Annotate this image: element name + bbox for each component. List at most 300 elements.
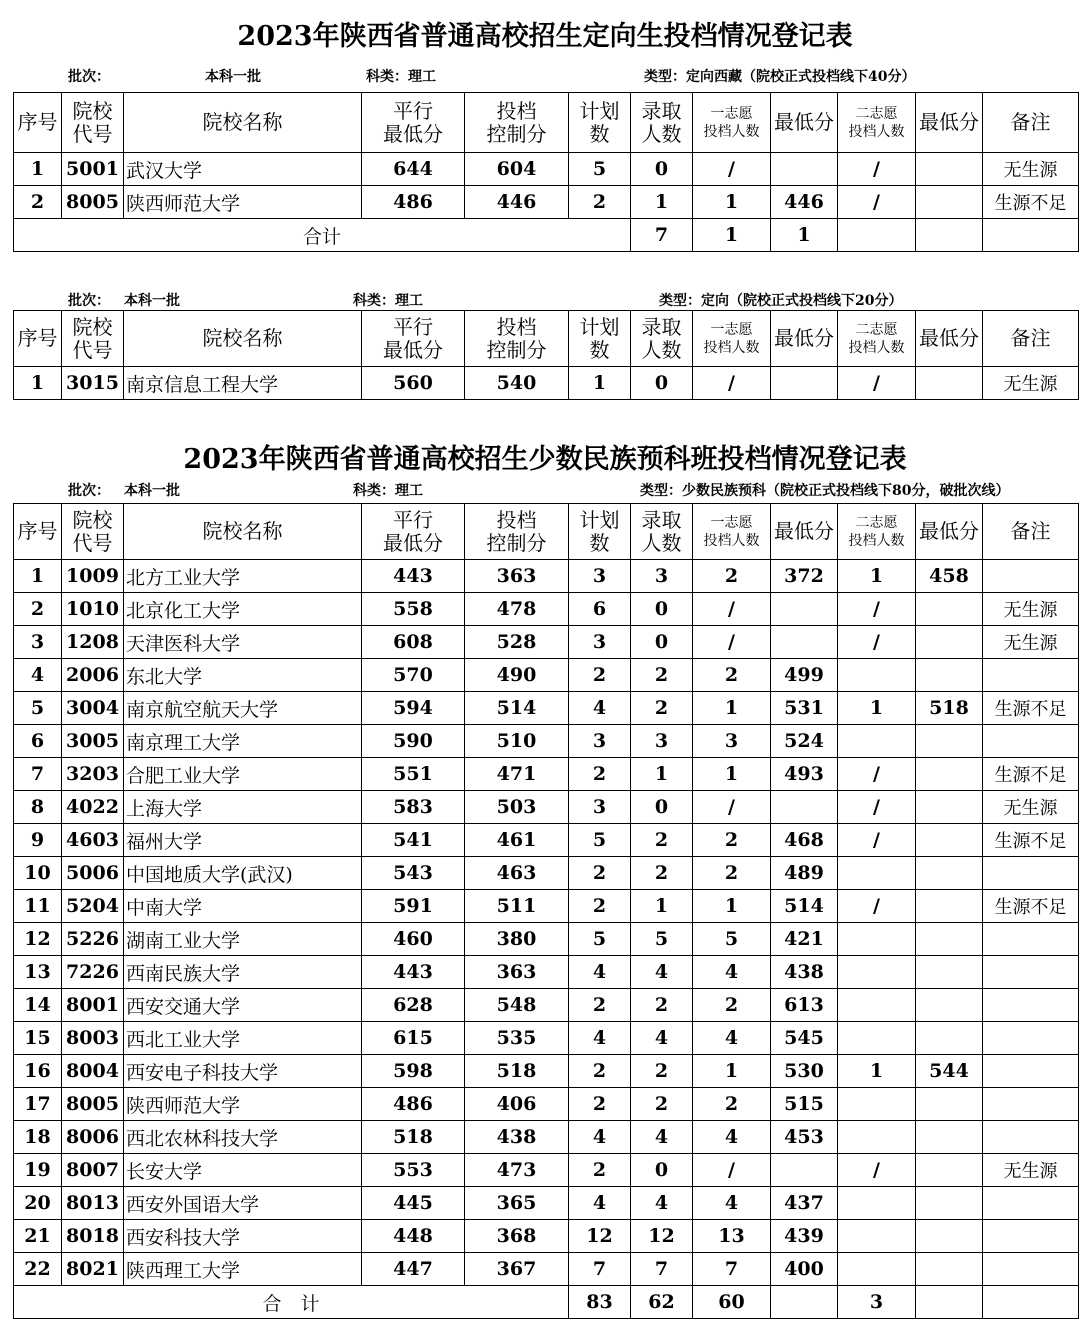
cell-first: 2 <box>693 989 771 1022</box>
table-row <box>14 791 1079 824</box>
cell-plan: 7 <box>569 1253 631 1286</box>
cell-min1 <box>771 153 838 186</box>
table1-subject: 科类：理工 <box>366 69 436 85</box>
cell-name: 南京航空航天大学 <box>124 692 362 725</box>
cell-admit: 1 <box>631 758 693 791</box>
cell-name: 中南大学 <box>124 890 362 923</box>
cell-plan: 4 <box>569 1187 631 1220</box>
header-pingxing-line1: 平行 <box>393 314 433 339</box>
cell-pingxing: 541 <box>362 824 465 857</box>
cell-first: 4 <box>693 956 771 989</box>
table-row <box>14 890 1079 923</box>
header-admit <box>631 311 693 367</box>
header-second-line1: 二志愿 <box>855 321 898 338</box>
cell-second <box>838 1253 916 1286</box>
table1-title: 2023年陕西省普通高校招生定向生投档情况登记表 <box>237 21 853 52</box>
cell-plan: 5 <box>569 153 631 186</box>
cell-min1: 545 <box>771 1022 838 1055</box>
cell-plan: 3 <box>569 626 631 659</box>
cell-first: / <box>693 153 771 186</box>
header-second-line2: 投档人数 <box>848 532 905 549</box>
cell-plan: 5 <box>569 824 631 857</box>
cell-second: / <box>838 367 916 400</box>
header-min1: 最低分 <box>771 504 838 560</box>
cell-no: 7 <box>14 758 62 791</box>
table-row <box>14 1187 1079 1220</box>
cell-min2 <box>916 890 983 923</box>
cell-min2 <box>916 1220 983 1253</box>
cell-plan: 4 <box>569 1022 631 1055</box>
table3 <box>13 503 1079 1319</box>
cell-note <box>983 1088 1079 1121</box>
header-plan-line1: 计划 <box>579 98 620 123</box>
cell-min2: 458 <box>916 560 983 593</box>
cell-min2 <box>916 593 983 626</box>
cell-second <box>838 956 916 989</box>
header-pingxing-line1: 平行 <box>393 98 433 123</box>
cell-min2 <box>916 824 983 857</box>
cell-pingxing: 560 <box>362 367 465 400</box>
cell-code: 8018 <box>62 1220 124 1253</box>
cell-first: 1 <box>693 890 771 923</box>
cell-min1: 493 <box>771 758 838 791</box>
table1-type: 类型：定向西藏（院校正式投档线下40分） <box>644 69 916 85</box>
cell-no: 16 <box>14 1055 62 1088</box>
header-toudang-line2: 控制分 <box>486 337 547 362</box>
cell-second: / <box>838 758 916 791</box>
cell-name: 福州大学 <box>124 824 362 857</box>
table-row <box>14 186 1079 219</box>
total-admit: 1 <box>693 219 771 252</box>
cell-no: 1 <box>14 153 62 186</box>
cell-no: 9 <box>14 824 62 857</box>
cell-note <box>983 989 1079 1022</box>
cell-admit: 0 <box>631 1154 693 1187</box>
table1-header-row <box>14 93 1079 153</box>
cell-code: 8007 <box>62 1154 124 1187</box>
header-first-line2: 投档人数 <box>703 123 760 140</box>
cell-admit: 0 <box>631 791 693 824</box>
cell-name: 长安大学 <box>124 1154 362 1187</box>
total-min2 <box>983 219 1079 252</box>
cell-plan: 4 <box>569 1121 631 1154</box>
cell-min1: 515 <box>771 1088 838 1121</box>
cell-note <box>983 725 1079 758</box>
cell-note <box>983 560 1079 593</box>
cell-note: 无生源 <box>983 153 1079 186</box>
total-plan: 83 <box>569 1286 631 1319</box>
header-code <box>62 311 124 367</box>
table-row <box>14 857 1079 890</box>
cell-no: 21 <box>14 1220 62 1253</box>
cell-plan: 2 <box>569 857 631 890</box>
cell-first: 4 <box>693 1121 771 1154</box>
table2-type: 类型：定向（院校正式投档线下20分） <box>659 293 903 309</box>
header-code-line2: 代号 <box>72 530 113 555</box>
cell-note <box>983 857 1079 890</box>
cell-no: 22 <box>14 1253 62 1286</box>
table2-subject: 科类：理工 <box>353 293 423 309</box>
total-admit: 62 <box>631 1286 693 1319</box>
cell-pingxing: 590 <box>362 725 465 758</box>
header-code <box>62 93 124 153</box>
table-row <box>14 626 1079 659</box>
cell-toudang: 471 <box>465 758 569 791</box>
cell-second <box>838 1088 916 1121</box>
cell-no: 2 <box>14 593 62 626</box>
table3-title: 2023年陕西省普通高校招生少数民族预科班投档情况登记表 <box>183 444 907 475</box>
cell-pingxing: 608 <box>362 626 465 659</box>
header-plan-line2: 数 <box>589 337 610 362</box>
cell-min1: 437 <box>771 1187 838 1220</box>
table-row <box>14 923 1079 956</box>
table-row <box>14 593 1079 626</box>
table1-batch-value: 本科一批 <box>205 69 261 85</box>
cell-toudang: 503 <box>465 791 569 824</box>
header-pingxing-line2: 最低分 <box>383 337 443 362</box>
cell-second: / <box>838 626 916 659</box>
cell-first: 1 <box>693 692 771 725</box>
header-first <box>693 93 771 153</box>
cell-first: / <box>693 791 771 824</box>
cell-no: 14 <box>14 989 62 1022</box>
cell-note <box>983 923 1079 956</box>
total-min2 <box>916 1286 983 1319</box>
cell-pingxing: 443 <box>362 560 465 593</box>
cell-first: 4 <box>693 1022 771 1055</box>
cell-pingxing: 644 <box>362 153 465 186</box>
table3-body <box>14 560 1079 1286</box>
cell-plan: 2 <box>569 989 631 1022</box>
cell-second: / <box>838 186 916 219</box>
header-admit-line2: 人数 <box>641 337 682 362</box>
cell-pingxing: 443 <box>362 956 465 989</box>
cell-admit: 3 <box>631 725 693 758</box>
cell-name: 西安电子科技大学 <box>124 1055 362 1088</box>
cell-note: 生源不足 <box>983 186 1079 219</box>
cell-min2 <box>916 367 983 400</box>
total-label: 合 计 <box>14 1286 569 1319</box>
cell-admit: 3 <box>631 560 693 593</box>
cell-first: 5 <box>693 923 771 956</box>
header-toudang-line1: 投档 <box>496 507 537 532</box>
cell-pingxing: 447 <box>362 1253 465 1286</box>
cell-note <box>983 1055 1079 1088</box>
cell-code: 3015 <box>62 367 124 400</box>
cell-pingxing: 628 <box>362 989 465 1022</box>
header-plan-line2: 数 <box>589 530 610 555</box>
header-note: 备注 <box>983 504 1079 560</box>
cell-min1: 453 <box>771 1121 838 1154</box>
cell-min1: 439 <box>771 1220 838 1253</box>
cell-name: 南京理工大学 <box>124 725 362 758</box>
cell-second: / <box>838 593 916 626</box>
cell-second: 1 <box>838 692 916 725</box>
cell-min2: 518 <box>916 692 983 725</box>
total-first: 60 <box>693 1286 771 1319</box>
cell-no: 12 <box>14 923 62 956</box>
cell-second: / <box>838 153 916 186</box>
cell-toudang: 548 <box>465 989 569 1022</box>
cell-code: 8006 <box>62 1121 124 1154</box>
total-first: 1 <box>771 219 838 252</box>
cell-min2 <box>916 857 983 890</box>
cell-code: 5226 <box>62 923 124 956</box>
header-min1: 最低分 <box>771 311 838 367</box>
cell-plan: 3 <box>569 560 631 593</box>
cell-code: 8001 <box>62 989 124 1022</box>
cell-toudang: 463 <box>465 857 569 890</box>
table-row <box>14 1088 1079 1121</box>
header-plan <box>569 93 631 153</box>
cell-toudang: 406 <box>465 1088 569 1121</box>
cell-second: / <box>838 791 916 824</box>
cell-first: 2 <box>693 1088 771 1121</box>
header-note: 备注 <box>983 93 1079 153</box>
header-toudang-line2: 控制分 <box>486 121 547 146</box>
header-second <box>838 93 916 153</box>
total-min1 <box>838 219 916 252</box>
cell-min1: 613 <box>771 989 838 1022</box>
header-name: 院校名称 <box>124 504 362 560</box>
cell-min1: 499 <box>771 659 838 692</box>
cell-min1: 372 <box>771 560 838 593</box>
cell-min1: 400 <box>771 1253 838 1286</box>
table3-batch-value: 本科一批 <box>124 483 180 499</box>
cell-second: / <box>838 1154 916 1187</box>
table-row <box>14 153 1079 186</box>
table-row <box>14 367 1079 400</box>
cell-toudang: 540 <box>465 367 569 400</box>
header-second-line2: 投档人数 <box>848 123 905 140</box>
table3-header-row <box>14 504 1079 560</box>
table-row <box>14 956 1079 989</box>
cell-toudang: 604 <box>465 153 569 186</box>
cell-no: 2 <box>14 186 62 219</box>
table2-body <box>14 367 1079 400</box>
cell-admit: 0 <box>631 153 693 186</box>
cell-plan: 2 <box>569 186 631 219</box>
header-min2: 最低分 <box>916 93 983 153</box>
cell-admit: 1 <box>631 186 693 219</box>
header-admit-line2: 人数 <box>641 121 682 146</box>
table-row <box>14 1154 1079 1187</box>
total-min1 <box>771 1286 838 1319</box>
cell-min2 <box>916 626 983 659</box>
cell-no: 10 <box>14 857 62 890</box>
cell-plan: 3 <box>569 791 631 824</box>
cell-second: / <box>838 890 916 923</box>
cell-code: 1010 <box>62 593 124 626</box>
header-second-line1: 二志愿 <box>855 105 898 122</box>
cell-note: 生源不足 <box>983 890 1079 923</box>
cell-no: 8 <box>14 791 62 824</box>
cell-note: 生源不足 <box>983 758 1079 791</box>
table3-batch-label: 批次： <box>68 483 110 499</box>
header-first-line2: 投档人数 <box>703 339 760 356</box>
table3-subject: 科类：理工 <box>353 483 423 499</box>
cell-pingxing: 594 <box>362 692 465 725</box>
cell-min2 <box>916 153 983 186</box>
cell-admit: 4 <box>631 956 693 989</box>
cell-min1: 421 <box>771 923 838 956</box>
cell-first: / <box>693 1154 771 1187</box>
cell-no: 6 <box>14 725 62 758</box>
table-row <box>14 989 1079 1022</box>
cell-toudang: 446 <box>465 186 569 219</box>
header-min1: 最低分 <box>771 93 838 153</box>
cell-plan: 2 <box>569 758 631 791</box>
header-no: 序号 <box>14 311 62 367</box>
cell-min2 <box>916 659 983 692</box>
table-row <box>14 824 1079 857</box>
cell-first: 3 <box>693 725 771 758</box>
cell-min2 <box>916 1022 983 1055</box>
header-plan <box>569 504 631 560</box>
cell-code: 8004 <box>62 1055 124 1088</box>
cell-note <box>983 1022 1079 1055</box>
header-second <box>838 311 916 367</box>
table2-header-row <box>14 311 1079 367</box>
cell-second <box>838 923 916 956</box>
table2 <box>13 310 1079 400</box>
cell-name: 北京化工大学 <box>124 593 362 626</box>
cell-note <box>983 956 1079 989</box>
cell-code: 8013 <box>62 1187 124 1220</box>
cell-no: 5 <box>14 692 62 725</box>
cell-plan: 1 <box>569 367 631 400</box>
cell-name: 上海大学 <box>124 791 362 824</box>
total-plan: 7 <box>631 219 693 252</box>
cell-second <box>838 659 916 692</box>
header-no: 序号 <box>14 504 62 560</box>
cell-no: 15 <box>14 1022 62 1055</box>
cell-note: 无生源 <box>983 367 1079 400</box>
header-code-line2: 代号 <box>72 337 113 362</box>
header-pingxing <box>362 93 465 153</box>
cell-toudang: 514 <box>465 692 569 725</box>
cell-admit: 2 <box>631 692 693 725</box>
cell-name: 西北工业大学 <box>124 1022 362 1055</box>
cell-name: 南京信息工程大学 <box>124 367 362 400</box>
cell-toudang: 367 <box>465 1253 569 1286</box>
cell-no: 13 <box>14 956 62 989</box>
header-code-line2: 代号 <box>72 121 113 146</box>
cell-code: 4603 <box>62 824 124 857</box>
cell-first: 1 <box>693 1055 771 1088</box>
cell-name: 西安科技大学 <box>124 1220 362 1253</box>
cell-code: 2006 <box>62 659 124 692</box>
cell-note <box>983 1121 1079 1154</box>
cell-plan: 2 <box>569 659 631 692</box>
cell-code: 4022 <box>62 791 124 824</box>
cell-second <box>838 989 916 1022</box>
cell-note: 无生源 <box>983 791 1079 824</box>
table2-batch-value: 本科一批 <box>124 293 180 309</box>
cell-second: 1 <box>838 1055 916 1088</box>
header-first <box>693 504 771 560</box>
table-row <box>14 659 1079 692</box>
header-second-line2: 投档人数 <box>848 339 905 356</box>
cell-name: 武汉大学 <box>124 153 362 186</box>
header-plan-line1: 计划 <box>579 314 620 339</box>
cell-name: 西南民族大学 <box>124 956 362 989</box>
cell-pingxing: 598 <box>362 1055 465 1088</box>
header-toudang <box>465 311 569 367</box>
cell-admit: 2 <box>631 1088 693 1121</box>
cell-no: 1 <box>14 560 62 593</box>
cell-name: 西安外国语大学 <box>124 1187 362 1220</box>
cell-first: 2 <box>693 824 771 857</box>
cell-first: 2 <box>693 560 771 593</box>
cell-toudang: 368 <box>465 1220 569 1253</box>
header-first-line2: 投档人数 <box>703 532 760 549</box>
cell-toudang: 365 <box>465 1187 569 1220</box>
table-row <box>14 1220 1079 1253</box>
cell-note <box>983 1220 1079 1253</box>
cell-toudang: 535 <box>465 1022 569 1055</box>
cell-first: 4 <box>693 1187 771 1220</box>
header-first <box>693 311 771 367</box>
cell-admit: 7 <box>631 1253 693 1286</box>
cell-admit: 0 <box>631 626 693 659</box>
header-first-line1: 一志愿 <box>710 321 753 338</box>
table1-body <box>14 153 1079 219</box>
header-toudang-line2: 控制分 <box>486 530 547 555</box>
cell-second <box>838 725 916 758</box>
header-pingxing-line2: 最低分 <box>383 530 443 555</box>
cell-note <box>983 1253 1079 1286</box>
cell-code: 8005 <box>62 1088 124 1121</box>
cell-name: 陕西师范大学 <box>124 1088 362 1121</box>
cell-admit: 2 <box>631 989 693 1022</box>
header-toudang-line1: 投档 <box>496 98 537 123</box>
header-admit <box>631 504 693 560</box>
cell-min1: 530 <box>771 1055 838 1088</box>
cell-min1 <box>771 1154 838 1187</box>
cell-second <box>838 857 916 890</box>
cell-toudang: 438 <box>465 1121 569 1154</box>
header-toudang-line1: 投档 <box>496 314 537 339</box>
cell-admit: 0 <box>631 593 693 626</box>
table-row <box>14 725 1079 758</box>
cell-note: 生源不足 <box>983 692 1079 725</box>
cell-code: 3005 <box>62 725 124 758</box>
table2-batch-label: 批次： <box>68 293 110 309</box>
cell-admit: 2 <box>631 1055 693 1088</box>
cell-name: 陕西师范大学 <box>124 186 362 219</box>
cell-plan: 4 <box>569 956 631 989</box>
cell-min2 <box>916 1154 983 1187</box>
header-pingxing-line1: 平行 <box>393 507 433 532</box>
cell-admit: 12 <box>631 1220 693 1253</box>
table-row <box>14 758 1079 791</box>
header-plan-line1: 计划 <box>579 507 620 532</box>
cell-plan: 6 <box>569 593 631 626</box>
cell-toudang: 518 <box>465 1055 569 1088</box>
cell-toudang: 510 <box>465 725 569 758</box>
cell-no: 11 <box>14 890 62 923</box>
cell-min1: 524 <box>771 725 838 758</box>
header-toudang <box>465 93 569 153</box>
cell-min1: 489 <box>771 857 838 890</box>
cell-plan: 2 <box>569 1154 631 1187</box>
header-pingxing <box>362 311 465 367</box>
cell-min2 <box>916 1088 983 1121</box>
cell-first: 1 <box>693 758 771 791</box>
header-code-line1: 院校 <box>72 507 113 532</box>
cell-name: 陕西理工大学 <box>124 1253 362 1286</box>
